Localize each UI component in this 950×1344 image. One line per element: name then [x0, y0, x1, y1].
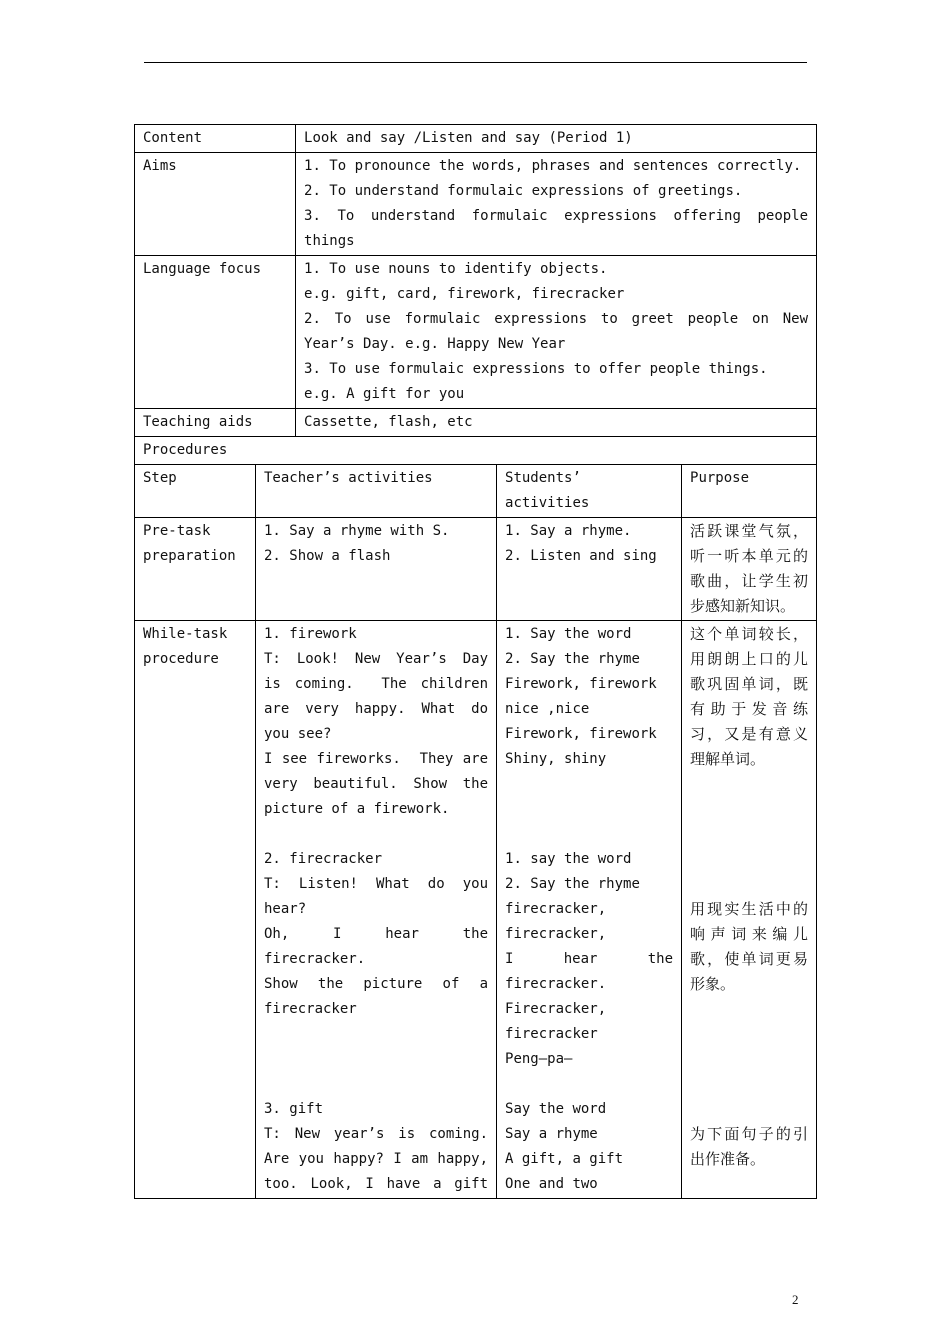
activity-line: firecracker,	[505, 901, 607, 917]
activity-line: are very happy. What do	[264, 701, 489, 717]
spacer	[690, 872, 808, 897]
activity-line: One and two	[505, 1176, 598, 1192]
activity-line: firecracker.	[505, 976, 607, 992]
language-focus-item: e.g. gift, card, firework, firecracker	[304, 286, 625, 302]
spacer	[690, 1072, 808, 1097]
header-teacher: Teacher’s activities	[256, 465, 497, 518]
pre-task-students	[497, 518, 682, 621]
activity-line: too. Look, I have a gift	[264, 1176, 489, 1192]
row-content	[135, 125, 817, 153]
spacer	[690, 822, 808, 847]
activity-line: Firecracker,	[505, 1001, 607, 1017]
spacer	[690, 1022, 808, 1047]
activity-line: I see fireworks. They are	[264, 751, 489, 767]
activity-line: is coming. The children	[264, 676, 489, 692]
activity-line: Peng—pa—	[505, 1051, 573, 1067]
spacer	[690, 797, 808, 822]
row-procedures	[135, 437, 817, 465]
header-step: Step	[135, 465, 256, 518]
spacer	[264, 1022, 488, 1047]
activity-line: 2. firecracker	[264, 851, 383, 867]
pre-task-teacher	[256, 518, 497, 621]
activity-line: 1. Say a rhyme with S.	[264, 523, 450, 539]
header-students-line: activities	[505, 495, 590, 511]
activity-line: firecracker	[264, 1001, 357, 1017]
step-line: procedure	[143, 651, 219, 667]
activity-line: 2. Say the rhyme	[505, 651, 640, 667]
activity-line: T: Listen! What do you	[264, 876, 489, 892]
language-focus-list	[296, 256, 817, 409]
while-task-students	[497, 621, 682, 1199]
row-teaching-aids	[135, 409, 817, 437]
spacer	[690, 1047, 808, 1072]
aims-label: Aims	[135, 153, 296, 256]
row-aims	[135, 153, 817, 256]
aim-item: things	[304, 233, 355, 249]
activity-line: 1. firework	[264, 626, 357, 642]
row-pre-task	[135, 518, 817, 621]
step-line: While-task	[143, 626, 228, 642]
aim-item: 3. To understand formulaic expressions offering people	[304, 208, 809, 224]
header-rule	[144, 62, 807, 63]
step-line: Pre-task	[143, 523, 211, 539]
header-purpose: Purpose	[682, 465, 817, 518]
activity-line: firecracker.	[264, 951, 366, 967]
activity-line: T: New year’s is coming.	[264, 1126, 489, 1142]
activity-line: Say the word	[505, 1101, 607, 1117]
content-value: Look and say /Listen and say (Period 1)	[296, 125, 817, 153]
spacer	[690, 847, 808, 872]
activity-line: picture of a firework.	[264, 801, 450, 817]
activity-line: 1. Say a rhyme.	[505, 523, 632, 539]
activity-line: 3. gift	[264, 1101, 324, 1117]
activity-line: Are you happy? I am happy,	[264, 1151, 489, 1167]
spacer	[264, 1047, 488, 1072]
activity-line: I hear the	[505, 951, 674, 967]
activity-line: nice ,nice	[505, 701, 590, 717]
step-line: preparation	[143, 548, 236, 564]
activity-line: 1. Say the word	[505, 626, 632, 642]
while-task-step	[135, 621, 256, 1199]
aims-list	[296, 153, 817, 256]
purpose-text: 用现实生活中的响声词来编儿歌，使单词更易形象。	[690, 900, 809, 993]
lesson-plan-table	[134, 124, 817, 1199]
activity-line: you see?	[264, 726, 332, 742]
spacer	[690, 997, 808, 1022]
while-task-purpose	[682, 621, 817, 1199]
teaching-aids-label: Teaching aids	[135, 409, 296, 437]
activity-line: Firework, firework	[505, 726, 657, 742]
activity-line: Oh, I hear the	[264, 926, 489, 942]
header-students	[497, 465, 682, 518]
activity-line: A gift, a gift	[505, 1151, 624, 1167]
spacer	[505, 797, 673, 822]
spacer	[690, 772, 808, 797]
spacer	[505, 822, 673, 847]
language-focus-item: Year’s Day. e.g. Happy New Year	[304, 336, 566, 352]
spacer	[264, 1072, 488, 1097]
language-focus-item: e.g. A gift for you	[304, 386, 465, 402]
activity-line: 2. Listen and sing	[505, 548, 657, 564]
activity-line: Show the picture of a	[264, 976, 489, 992]
activity-line: Say a rhyme	[505, 1126, 598, 1142]
spacer	[264, 822, 488, 847]
activity-line: firecracker,	[505, 926, 607, 942]
activity-line: hear?	[264, 901, 307, 917]
purpose-text: 活跃课堂气氛，听一听本单元的歌曲，让学生初步感知新知识。	[690, 522, 809, 615]
activity-line: T: Look! New Year’s Day	[264, 651, 489, 667]
spacer	[505, 772, 673, 797]
spacer	[505, 1072, 673, 1097]
page-number: 2	[792, 1292, 799, 1307]
spacer	[690, 1097, 808, 1122]
teaching-aids-value: Cassette, flash, etc	[296, 409, 817, 437]
row-column-headers	[135, 465, 817, 518]
language-focus-item: 1. To use nouns to identify objects.	[304, 261, 608, 277]
row-while-task	[135, 621, 817, 1199]
aim-item: 2. To understand formulaic expressions of greetings.	[304, 183, 743, 199]
language-focus-item: 3. To use formulaic expressions to offer people things.	[304, 361, 768, 377]
language-focus-item: 2. To use formulaic expressions to greet people on New	[304, 311, 809, 327]
activity-line: firecracker	[505, 1026, 598, 1042]
row-language-focus	[135, 256, 817, 409]
activity-line: 2. Say the rhyme	[505, 876, 640, 892]
pre-task-purpose	[682, 518, 817, 621]
purpose-text: 这个单词较长，用朗朗上口的儿歌巩固单词，既有助于发音练习，又是有意义理解单词。	[690, 625, 809, 768]
activity-line: 1. say the word	[505, 851, 632, 867]
procedures-label: Procedures	[135, 437, 817, 465]
activity-line: very beautiful. Show the	[264, 776, 489, 792]
content-label: Content	[135, 125, 296, 153]
aim-item: 1. To pronounce the words, phrases and sentences correctly.	[304, 158, 802, 174]
activity-line: Shiny, shiny	[505, 751, 607, 767]
activity-line: Firework, firework	[505, 676, 657, 692]
header-students-line: Students’	[505, 470, 581, 486]
language-focus-label: Language focus	[135, 256, 296, 409]
purpose-text: 为下面句子的引出作准备。	[690, 1125, 809, 1168]
while-task-teacher	[256, 621, 497, 1199]
activity-line: 2. Show a flash	[264, 548, 391, 564]
pre-task-step	[135, 518, 256, 621]
